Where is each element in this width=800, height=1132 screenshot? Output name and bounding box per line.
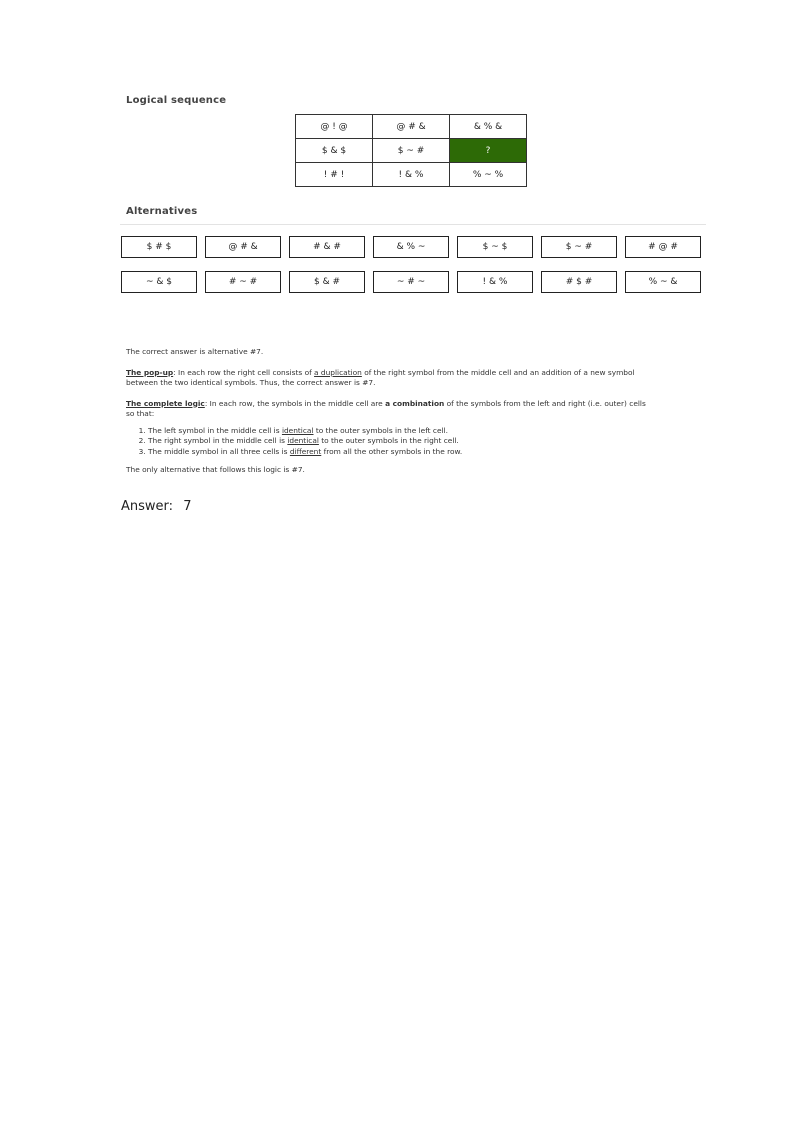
popup-underline: a duplication bbox=[314, 367, 362, 377]
logic-list bbox=[126, 426, 646, 458]
alternative-12[interactable]: ! & % bbox=[457, 271, 533, 293]
alternative-8[interactable]: ~ & $ bbox=[121, 271, 197, 293]
popup-text: : In each row the right cell consists of bbox=[173, 367, 315, 377]
logic-bold: a combination bbox=[385, 398, 445, 408]
sequence-cell: @ # & bbox=[373, 115, 450, 139]
alternative-6[interactable]: $ ~ # bbox=[541, 236, 617, 258]
sequence-row bbox=[296, 163, 527, 187]
alternative-9[interactable]: # ~ # bbox=[205, 271, 281, 293]
alternative-7[interactable]: # @ # bbox=[625, 236, 701, 258]
list-text-end: from all the other symbols in the row. bbox=[321, 446, 463, 456]
list-text-end: to the outer symbols in the right cell. bbox=[318, 436, 459, 445]
alternative-14[interactable]: % ~ & bbox=[625, 271, 701, 293]
sequence-title: Logical sequence bbox=[126, 95, 227, 106]
alternative-4[interactable]: & % ~ bbox=[373, 236, 449, 258]
alternative-10[interactable]: $ & # bbox=[289, 271, 365, 293]
alternative-1[interactable]: $ # $ bbox=[121, 236, 197, 258]
answer-label: Answer: bbox=[121, 499, 174, 514]
answer-line bbox=[121, 499, 191, 514]
logic-paragraph bbox=[126, 399, 646, 420]
list-text-end: to the outer symbols in the left cell. bbox=[313, 425, 448, 435]
alternatives-title: Alternatives bbox=[126, 206, 198, 217]
sequence-row bbox=[296, 115, 527, 139]
list-underline: identical bbox=[281, 425, 314, 435]
alternative-13[interactable]: # $ # bbox=[541, 271, 617, 293]
explanation bbox=[126, 347, 646, 486]
alternative-5[interactable]: $ ~ $ bbox=[457, 236, 533, 258]
sequence-cell: $ ~ # bbox=[373, 139, 450, 163]
popup-label: The pop-up bbox=[126, 367, 174, 377]
list-underline: identical bbox=[287, 436, 319, 445]
list-text: The left symbol in the middle cell is bbox=[148, 425, 282, 435]
missing-cell: ? bbox=[450, 139, 527, 163]
sequence-grid bbox=[295, 114, 527, 187]
correct-answer-text: The correct answer is alternative #7. bbox=[126, 347, 264, 356]
list-item bbox=[148, 426, 646, 437]
logic-label: The complete logic bbox=[126, 398, 205, 408]
sequence-cell: @ ! @ bbox=[296, 115, 373, 139]
list-item bbox=[148, 436, 646, 447]
list-text: The right symbol in the middle cell is bbox=[148, 436, 288, 445]
list-underline: different bbox=[289, 446, 322, 456]
popup-paragraph bbox=[126, 368, 646, 389]
sequence-cell: % ~ % bbox=[450, 163, 527, 187]
only-alternative-text: The only alternative that follows this logic is #7. bbox=[126, 465, 305, 474]
alternative-2[interactable]: @ # & bbox=[205, 236, 281, 258]
sequence-cell: ! # ! bbox=[296, 163, 373, 187]
alternative-11[interactable]: ~ # ~ bbox=[373, 271, 449, 293]
answer-value: 7 bbox=[183, 499, 192, 514]
sequence-cell: & % & bbox=[450, 115, 527, 139]
alternatives-grid bbox=[121, 236, 703, 293]
logic-text: : In each row, the symbols in the middle cell are bbox=[204, 398, 386, 408]
alternative-3[interactable]: # & # bbox=[289, 236, 365, 258]
logic-text-end: of the symbols from the left and right (i.e. outer) cells so that: bbox=[126, 398, 646, 418]
list-text: The middle symbol in all three cells is bbox=[148, 446, 290, 456]
alternatives-divider bbox=[120, 224, 706, 225]
sequence-row bbox=[296, 139, 527, 163]
list-item bbox=[148, 447, 646, 458]
sequence-cell: $ & $ bbox=[296, 139, 373, 163]
sequence-cell: ! & % bbox=[373, 163, 450, 187]
popup-text-end: of the right symbol from the middle cell and an addition of a new symbol between the two identical symbols. Thus, the correct answer is #7. bbox=[126, 367, 635, 387]
